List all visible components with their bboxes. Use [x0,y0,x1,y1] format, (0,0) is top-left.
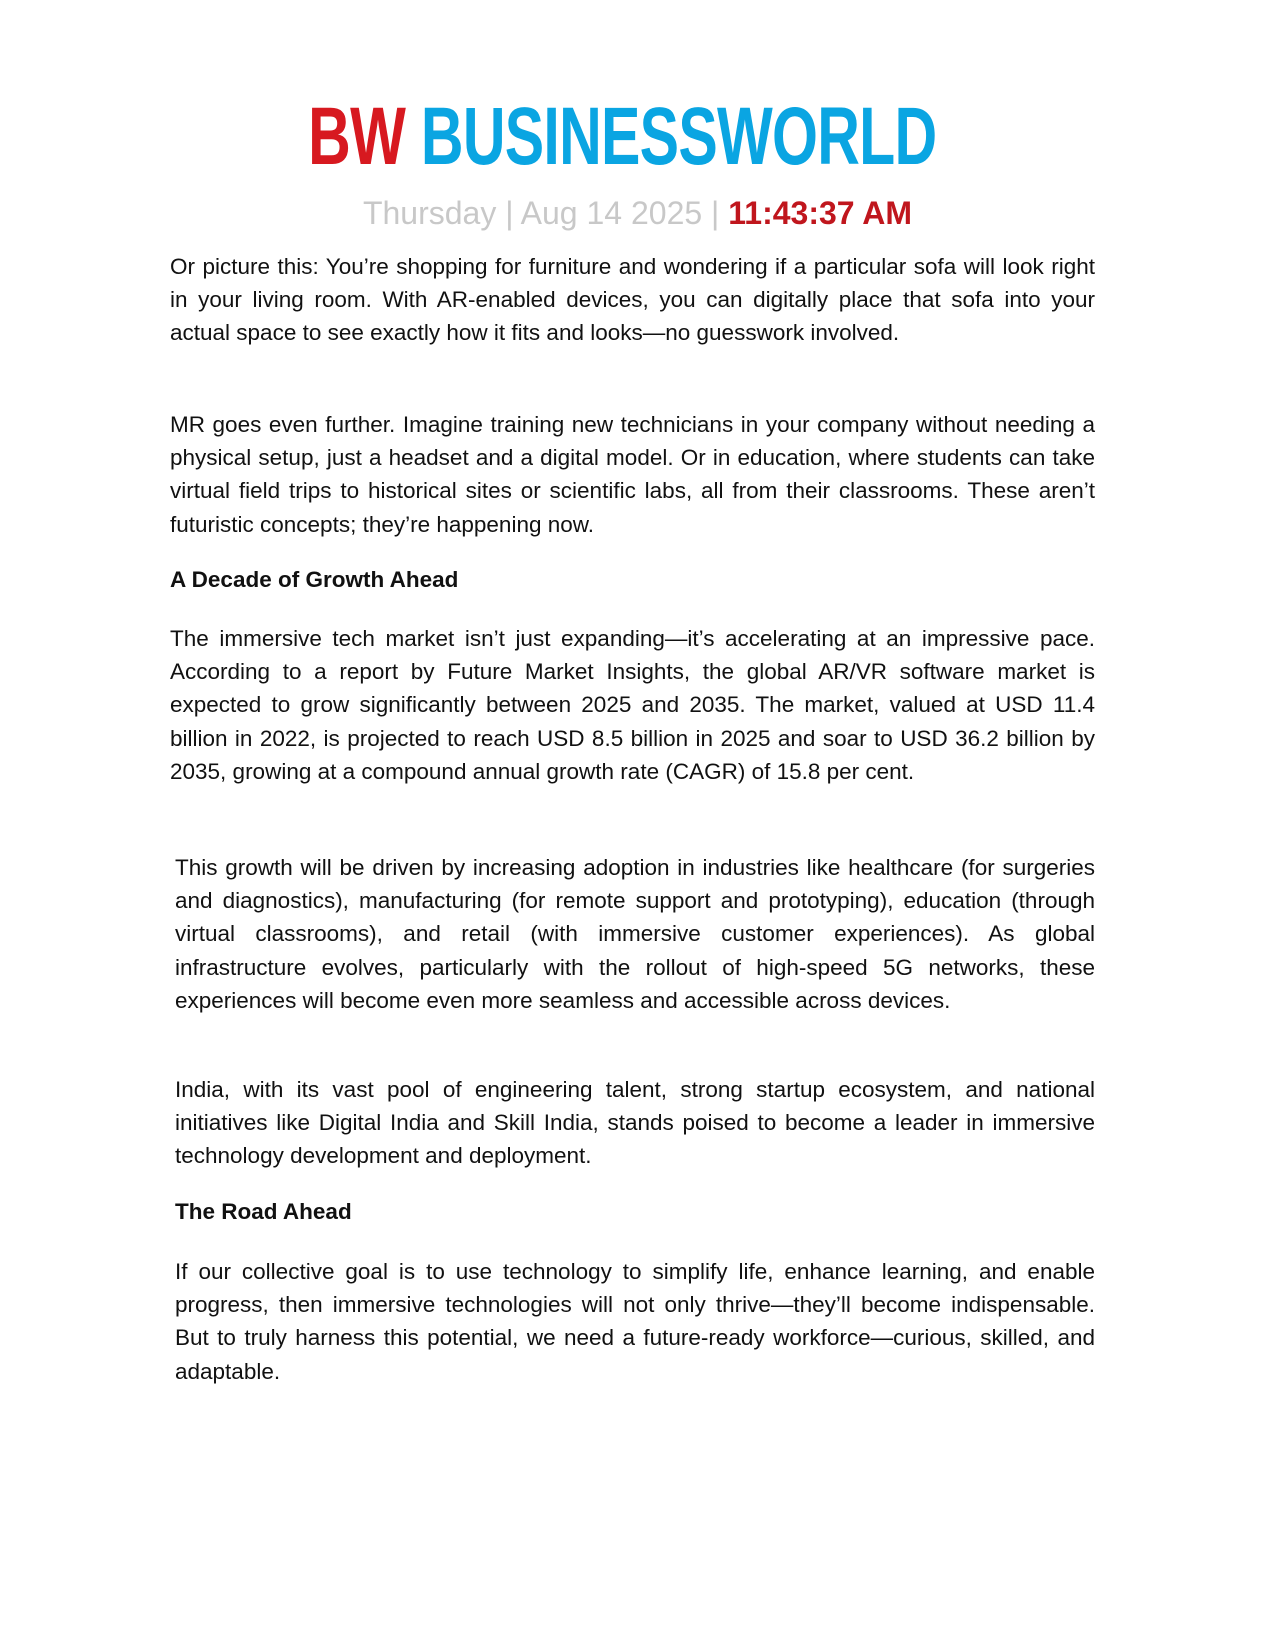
article-paragraph: MR goes even further. Imagine training new technicians in your company without needing a physical setup, just a headset and a digital model. Or in education, where students can take virtual field trips to historical sites or scientific labs, all from their classrooms. These aren’t futuristic concepts; they’re happening now. [170,412,1095,537]
section-heading: A Decade of Growth Ahead [170,567,459,592]
masthead [0,92,1275,182]
article-paragraph: If our collective goal is to use technology to simplify life, enhance learning, and enable progress, then immersive technologies will not only thrive—they’ll become indispensable. But to truly harness this potential, we need a future-ready workforce—curious, skilled, and adaptable. [175,1259,1095,1384]
dateline-separator: | [711,195,720,231]
dateline-time: 11:43:37 AM [728,195,913,231]
section-heading: The Road Ahead [175,1199,352,1224]
dateline-day: Thursday [362,195,497,231]
logo-bw: BW [308,91,406,182]
logo-businessworld: BUSINESSWORLD [421,91,937,182]
dateline-separator: | [505,195,514,231]
dateline [0,193,1275,233]
article-paragraph: India, with its vast pool of engineering talent, strong startup ecosystem, and national initiatives like Digital India and Skill India, stands poised to become a leader in immersive technology development and deployment. [175,1077,1095,1169]
businessworld-logo[interactable] [308,92,936,182]
article-paragraph: The immersive tech market isn’t just expanding—it’s accelerating at an impressive pace. According to a report by Future Market Insights, the global AR/VR software market is expected to grow significantly between 2025 and 2035. The market, valued at USD 11.4 billion in 2022, is projected to reach USD 8.5 billion in 2025 and soar to USD 36.2 billion by 2035, growing at a compound annual growth rate (CAGR) of 15.8 per cent. [170,626,1095,784]
article-paragraph: Or picture this: You’re shopping for furniture and wondering if a particular sofa will look right in your living room. With AR-enabled devices, you can digitally place that sofa into your actual space to see exactly how it fits and looks—no guesswork involved. [170,254,1095,346]
dateline-date: Aug 14 2025 [520,195,703,231]
article-paragraph: This growth will be driven by increasing adoption in industries like healthcare (for surgeries and diagnostics), manufacturing (for remote support and prototyping), education (through virtual classrooms), and retail (with immersive customer experiences). As global infrastructure evolves, particularly with the rollout of high-speed 5G networks, these experiences will become even more seamless and accessible across devices. [175,855,1095,1013]
